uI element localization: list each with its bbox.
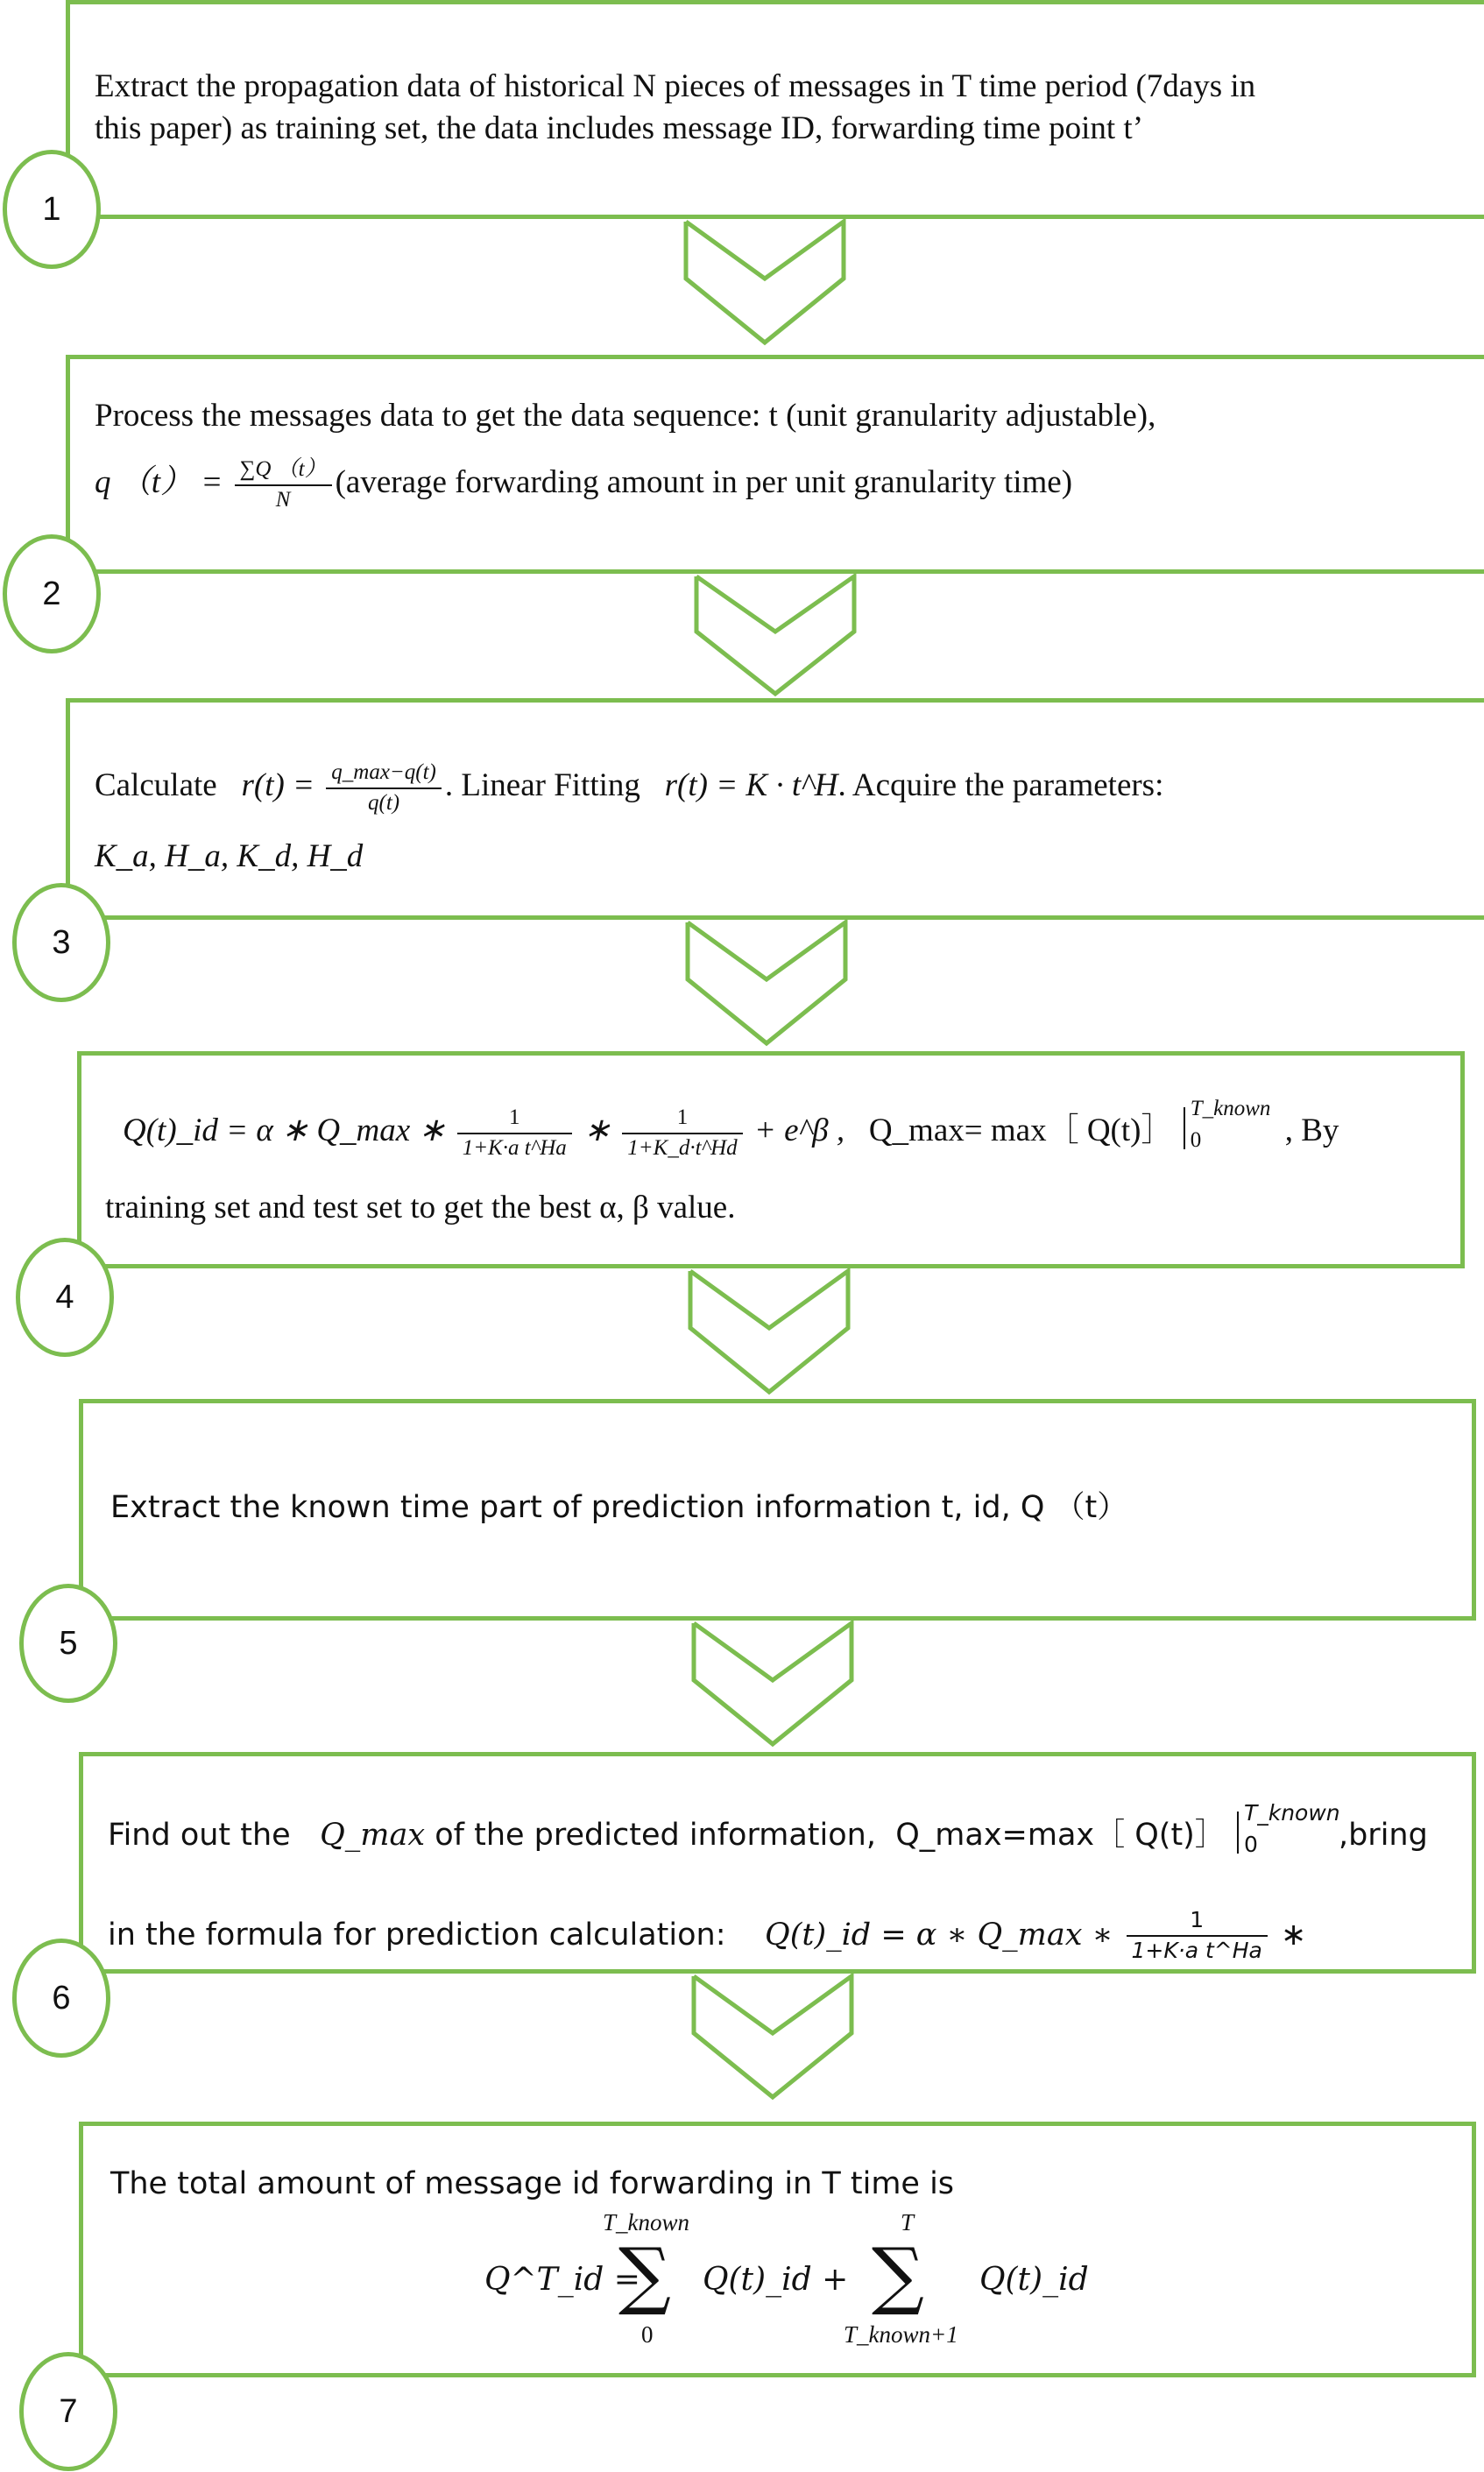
step-6-qmax-b: Q_max=max［ Q(t)］ (895, 1818, 1226, 1853)
step-2-number: 2 (42, 575, 61, 612)
step-4-frac2-den: 1+K_d·t^Hd (627, 1135, 738, 1160)
step-4-lhs: Q(t)_id = α ∗ Q_max ∗ (123, 1112, 446, 1149)
step-3-frac-den: q(t) (368, 790, 400, 815)
step-4-number-circle (16, 1238, 114, 1357)
step-1-text-line2: this paper) as training set, the data includes message ID, forwarding time point t’ (95, 110, 1144, 146)
step-5-number-circle (19, 1584, 117, 1703)
step-4-tail: + e^β , (753, 1112, 845, 1149)
step-7-term2: Q(t)_id (979, 2262, 1089, 2298)
step-3-text-acquire: . Acquire the parameters: (837, 767, 1164, 804)
step-7-sum1-symbol: ∑ (618, 2232, 671, 2318)
step-2-text-tail: (average forwarding amount in per unit granularity time) (335, 464, 1073, 501)
step-4-text-by: , By (1284, 1112, 1339, 1149)
step-2-formula-line (95, 457, 1072, 513)
step-7-number: 7 (59, 2392, 78, 2430)
step-5-number: 5 (59, 1624, 78, 1662)
chevron-down-icon (689, 1619, 856, 1750)
step-7-text-line1: The total amount of message id forwarding in T time is (110, 2166, 955, 2201)
step-6-text-bring: ,bring (1338, 1818, 1428, 1853)
step-1-number-circle (3, 150, 101, 269)
step-3-text-calculate: Calculate (95, 767, 217, 804)
step-3-frac-num: q_max−q(t) (326, 760, 442, 789)
step-4-frac2-num: 1 (622, 1105, 742, 1134)
step-4-mul: ∗ (583, 1112, 611, 1149)
step-7-sum2-symbol: ∑ (872, 2232, 924, 2318)
step-6-qmax-a: Q_max (320, 1818, 426, 1853)
step-3-fraction (326, 760, 442, 816)
step-6-frac-den: 1+K·a t^Ha (1131, 1937, 1262, 1963)
step-6-frac-num: 1 (1127, 1908, 1268, 1937)
step-2-frac-den: N (275, 487, 291, 512)
step-3-text-linear: . Linear Fitting (444, 767, 640, 804)
step-5-text: Extract the known time part of prediction information t, id, Q （t） (110, 1490, 1128, 1525)
step-4-eval-lower: 0 (1190, 1128, 1202, 1153)
step-2-fraction (235, 457, 332, 513)
step-4-qmax: Q_max= max［ Q(t)］ (868, 1112, 1174, 1149)
step-7-sum1-lower: 0 (641, 2321, 654, 2348)
chevron-down-icon (686, 1267, 852, 1398)
step-3-number: 3 (52, 923, 71, 961)
step-4-text-line2: training set and test set to get the best α, β value. (105, 1190, 736, 1225)
step-6-text-find: Find out the (108, 1818, 291, 1853)
chevron-down-icon (689, 1972, 856, 2103)
step-6-line2 (108, 1908, 1306, 1964)
step-4-fraction-1 (457, 1105, 572, 1162)
step-2-formula-lhs: q （t） = (95, 464, 223, 501)
step-7-lhs: Q^T_id = (484, 2262, 640, 2298)
step-6-eval-upper: T_known (1243, 1800, 1340, 1826)
step-7-sum1-upper: T_known (603, 2209, 690, 2235)
step-6-eval-bar (1235, 1800, 1340, 1857)
step-3-formula-line (95, 760, 1163, 816)
step-7-number-circle (19, 2352, 117, 2471)
step-3-fit-formula: r(t) = K · t^H (664, 767, 838, 804)
step-3-params: K_a, H_a, K_d, H_d (95, 838, 364, 874)
step-4-eval-bar (1182, 1097, 1271, 1153)
step-4-fraction-2 (622, 1105, 742, 1162)
step-6-eval-lower: 0 (1243, 1832, 1258, 1857)
step-4-formula-line (123, 1097, 1339, 1162)
step-6-number-circle (12, 1939, 110, 2058)
step-3-r-lhs: r(t) = (241, 767, 315, 804)
step-4-frac1-den: 1+K·a t^Ha (462, 1135, 567, 1160)
step-1-text-line1: Extract the propagation data of historical N pieces of messages in T time period (7days in (95, 68, 1256, 104)
step-7-sum2-upper: T (901, 2209, 915, 2235)
step-4-frac1-num: 1 (457, 1105, 572, 1134)
step-7-box (79, 2122, 1476, 2377)
step-4-eval-upper: T_known (1190, 1097, 1271, 1121)
step-6-number: 6 (52, 1979, 71, 2016)
step-7-term1: Q(t)_id + (703, 2262, 849, 2298)
step-3-number-circle (12, 883, 110, 1002)
step-6-text-formula-label: in the formula for prediction calculation: (108, 1917, 726, 1953)
step-2-text-line1: Process the messages data to get the data sequence: t (unit granularity adjustable), (95, 398, 1156, 434)
chevron-down-icon (683, 918, 850, 1049)
step-6-trailing: ∗ (1280, 1917, 1307, 1953)
step-7-sum2-lower: T_known+1 (844, 2321, 958, 2348)
chevron-down-icon (682, 217, 848, 349)
step-1-number: 1 (42, 190, 61, 228)
step-6-fraction (1127, 1908, 1268, 1964)
step-2-number-circle (3, 534, 101, 653)
step-4-number: 4 (55, 1278, 74, 1316)
step-2-frac-num: ∑Q （t） (235, 457, 332, 486)
step-6-formula: Q(t)_id = α ∗ Q_max ∗ (765, 1917, 1113, 1953)
chevron-down-icon (692, 572, 859, 700)
step-6-line1 (108, 1800, 1428, 1857)
step-6-text-of: of the predicted information, (435, 1818, 876, 1853)
